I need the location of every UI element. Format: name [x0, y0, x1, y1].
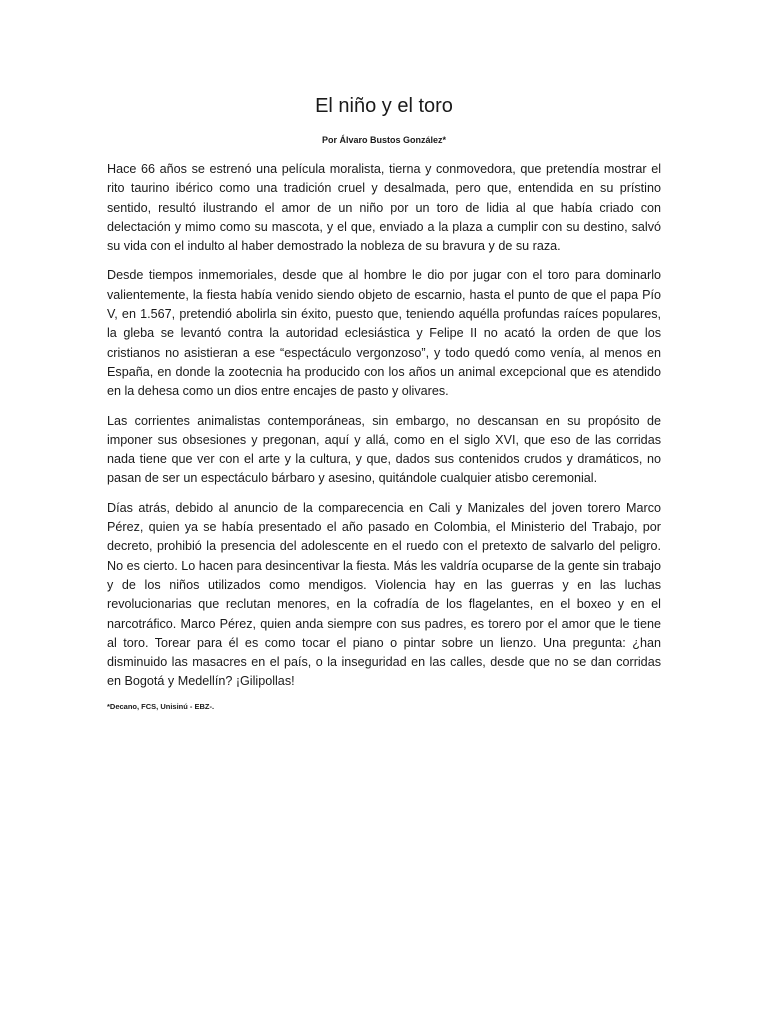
paragraph-4: Días atrás, debido al anuncio de la comparecencia en Cali y Manizales del joven torero Marco Pérez, quien ya se había presentado el año pasado en Colombia, el Ministerio del Trabajo, por decreto, prohibió la presencia del adolescente en el ruedo con el pretexto de salvarlo del peligro. No es cierto. Lo hacen para desincentivar la fiesta. Más les valdría ocuparse de la gente sin trabajo y de los niños utilizados como mendigos. Violencia hay en las guerras y en las luchas revolucionarias que reclutan menores, en la cofradía de los flagelantes, en el boxeo y en el narcotráfico. Marco Pérez, quien anda siempre con sus padres, es torero por el amor que le tiene al toro. Torear para él es como tocar el piano o pintar sobre un lienzo. Una pregunta: ¿han disminuido las masacres en el país, o la inseguridad en las calles, desde que no se dan corridas en Bogotá y Medellín? ¡Gilipollas!: [107, 500, 661, 689]
author-footnote: *Decano, FCS, Unisinú - EBZ-.: [107, 701, 215, 711]
document-page: [107, 92, 661, 712]
paragraph-3: Las corrientes animalistas contemporáneas, sin embargo, no descansan en su propósito de imponer sus obsesiones y pregonan, aquí y allá, como en el siglo XVI, que eso de las corridas nada tiene que ver con el arte y la cultura, y que, dados sus contenidos crudos y dramáticos, no pasan de ser un espectáculo bárbaro y asesino, quitándole cualquier atisbo ceremonial.: [107, 413, 661, 486]
paragraph-1: Hace 66 años se estrenó una película moralista, tierna y conmovedora, que pretendía mostrar el rito taurino ibérico como una tradición cruel y desalmada, pero que, entendida en su prístino sentido, resultó ilustrando el amor de un niño por un toro de lidia al que había criado con delectación y mimo como su mascota, y el que, enviado a la plaza a cumplir con su destino, salvó su vida con el indulto al haber demostrado la nobleza de su bravura y de su raza.: [107, 162, 661, 254]
document-title: El niño y el toro: [315, 95, 453, 117]
author-byline: Por Álvaro Bustos González*: [321, 135, 447, 145]
paragraph-2: Desde tiempos inmemoriales, desde que al hombre le dio por jugar con el toro para dominarlo valientemente, la fiesta había venido siendo objeto de escarnio, hasta el punto de que el papa Pío V, en 1.567, pretendió abolirla sin éxito, puesto que, teniendo aquélla profundas raíces populares, la gleba se levantó contra la autoridad eclesiástica y Felipe II no acató la orden de que los cristianos no asistieran a ese “espectáculo vergonzoso”, y todo quedó como venía, al menos en España, en donde la zootecnia ha producido con los años un animal excepcional que es atendido en la dehesa como un dios entre encajes de pasto y olivares.: [107, 268, 661, 399]
